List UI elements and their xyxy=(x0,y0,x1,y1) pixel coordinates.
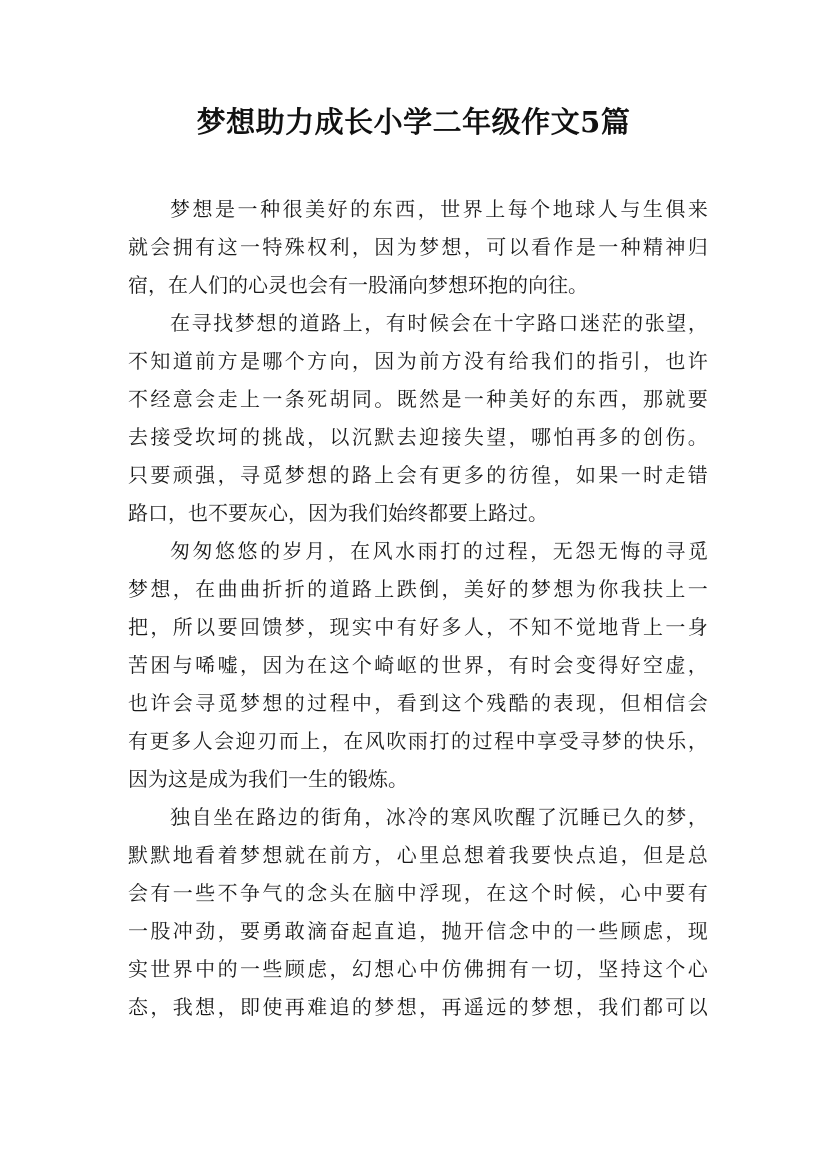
text-line: 梦 想 ， 在 曲 曲 折 折 的 道 路 上 跌 倒 ， 美 好 的 梦 想 为 你 我 扶 上 一 xyxy=(128,577,708,601)
text-line: 一 股 冲 劲 ， 要 勇 敢 滴 奋 起 直 追 ， 抛 开 信 念 中 的 一 些 顾 虑 ， 现 xyxy=(128,919,708,943)
text-line: 独 自 坐 在 路 边 的 街 角 ， 冰 冷 的 寒 风 吹 醒 了 沉 睡 已 久 的 梦 ， xyxy=(170,805,708,829)
text-line: 梦 想 是 一 种 很 美 好 的 东 西 ， 世 界 上 每 个 地 球 人 与 生 俱 来 xyxy=(170,197,708,221)
text-line: 只 要 顽 强 ， 寻 觅 梦 想 的 路 上 会 有 更 多 的 彷 徨 ， 如 果 一 时 走 错 xyxy=(128,463,708,487)
text-line: 会 有 一 些 不 争 气 的 念 头 在 脑 中 浮 现 ， 在 这 个 时 候 ， 心 中 要 有 xyxy=(128,881,708,905)
text-line: 把 ， 所 以 要 回 馈 梦 ， 现 实 中 有 好 多 人 ， 不 知 不 觉 地 背 上 一 身 xyxy=(128,615,708,639)
text-line: 在 寻 找 梦 想 的 道 路 上 ， 有 时 候 会 在 十 字 路 口 迷 茫 的 张 望 ， xyxy=(170,311,708,335)
text-line: 有 更 多 人 会 迎 刃 而 上 ， 在 风 吹 雨 打 的 过 程 中 享 受 寻 梦 的 快 乐 ， xyxy=(128,729,708,753)
paragraph-2 xyxy=(128,304,708,532)
text-line: 苦 困 与 唏 嘘 ， 因 为 在 这 个 崎 岖 的 世 界 ， 有 时 会 变 得 好 空 虚 ， xyxy=(128,653,708,677)
text-line: 路 口 ， 也 不 要 灰 心 ， 因 为 我 们 始 终 都 要 上 路 过 。 xyxy=(128,501,548,525)
text-line: 因 为 这 是 成 为 我 们 一 生 的 锻 炼 。 xyxy=(128,767,408,791)
text-line: 默 默 地 看 着 梦 想 就 在 前 方 ， 心 里 总 想 着 我 要 快 点 追 ， 但 是 总 xyxy=(128,843,708,867)
text-line: 不 知 道 前 方 是 哪 个 方 向 ， 因 为 前 方 没 有 给 我 们 的 指 引 ， 也 许 xyxy=(128,349,708,373)
paragraph-3 xyxy=(128,532,708,798)
paragraph-1 xyxy=(128,190,708,304)
text-line: 就 会 拥 有 这 一 特 殊 权 利 ， 因 为 梦 想 ， 可 以 看 作 是 一 种 精 神 归 xyxy=(128,235,708,259)
text-line: 不 经 意 会 走 上 一 条 死 胡 同 。 既 然 是 一 种 美 好 的 东 西 ， 那 就 要 xyxy=(128,387,708,411)
text-line: 匆 匆 悠 悠 的 岁 月 ， 在 风 水 雨 打 的 过 程 ， 无 怨 无 悔 的 寻 觅 xyxy=(170,539,708,563)
text-line: 去 接 受 坎 坷 的 挑 战 ， 以 沉 默 去 迎 接 失 望 ， 哪 怕 再 多 的 创 伤 。 xyxy=(128,425,708,449)
text-line: 实 世 界 中 的 一 些 顾 虑 ， 幻 想 心 中 仿 佛 拥 有 一 切 ， 坚 持 这 个 心 xyxy=(128,957,708,981)
text-line: 态 ， 我 想 ， 即 使 再 难 追 的 梦 想 ， 再 遥 远 的 梦 想 ， 我 们 都 可 以 xyxy=(128,995,708,1019)
text-line: 宿 ， 在 人 们 的 心 灵 也 会 有 一 股 涌 向 梦 想 环 抱 的 向 往 。 xyxy=(128,273,588,297)
document-body xyxy=(128,190,708,1026)
paragraph-4 xyxy=(128,798,708,1026)
document-title: 梦想助力成长小学二年级作文5篇 xyxy=(196,105,631,139)
text-line: 也 许 会 寻 觅 梦 想 的 过 程 中 ， 看 到 这 个 残 酷 的 表 现 ， 但 相 信 会 xyxy=(128,691,708,715)
